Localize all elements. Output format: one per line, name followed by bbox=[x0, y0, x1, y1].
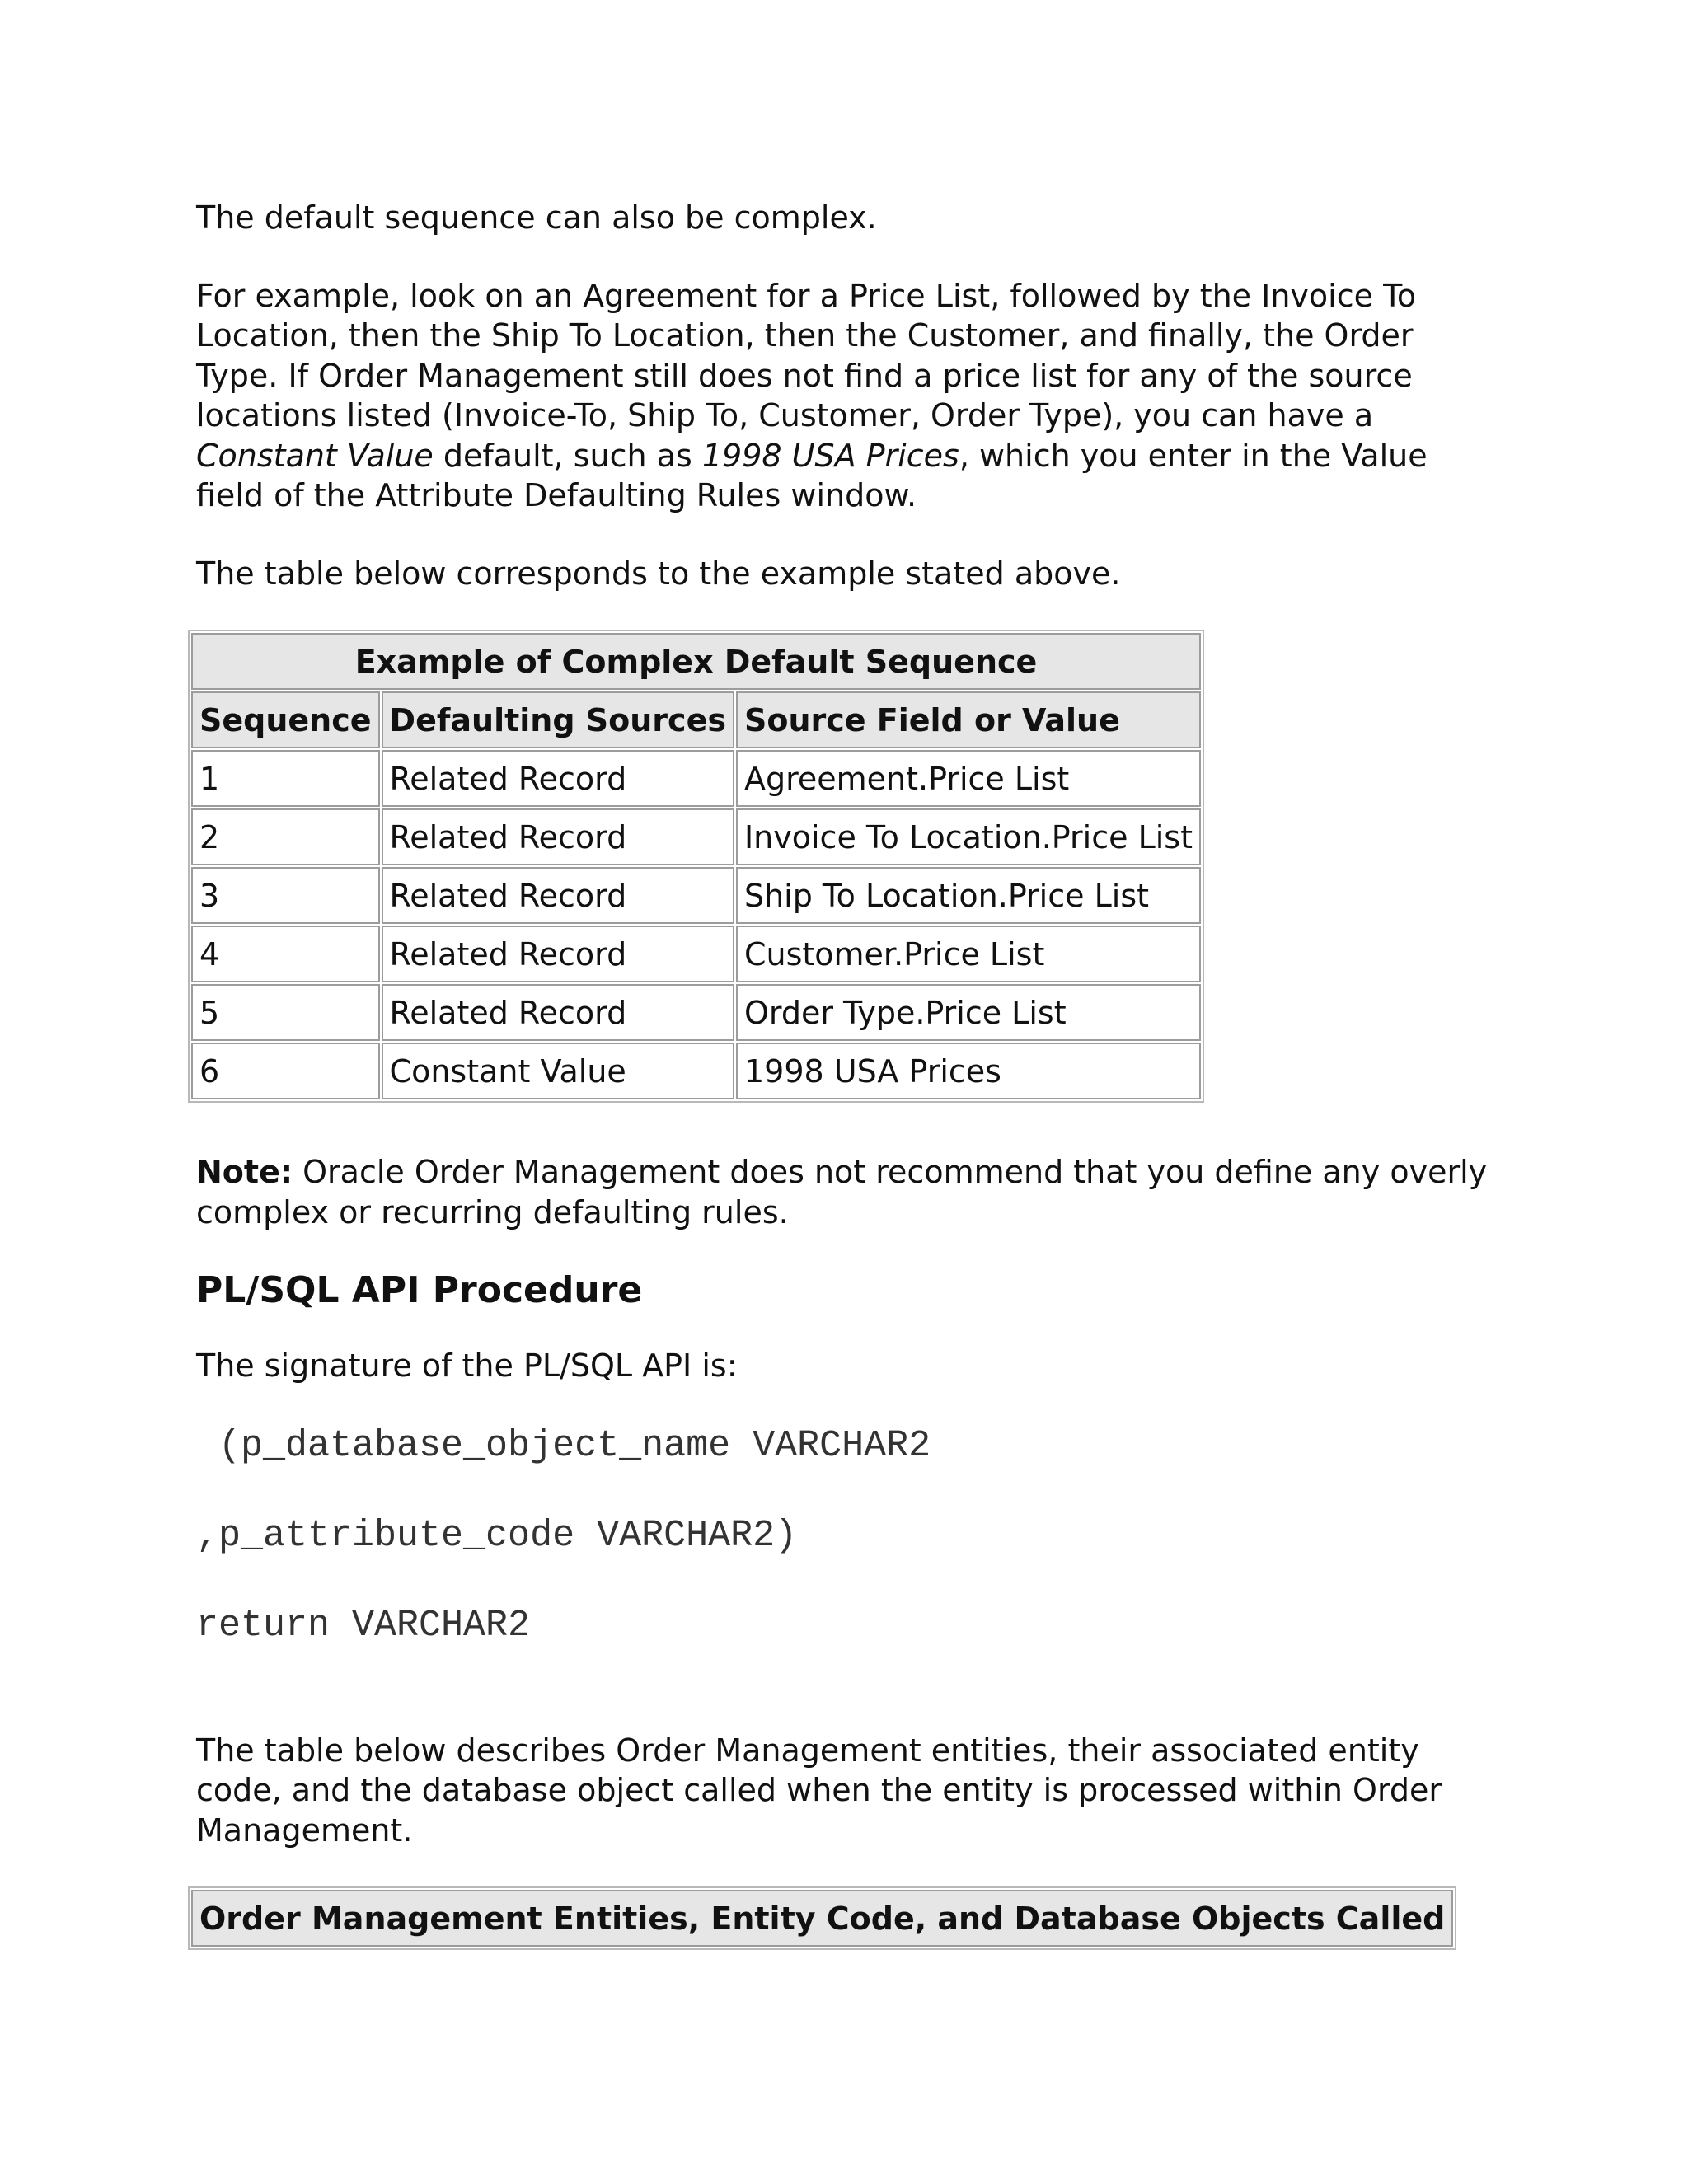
intro-p2-part1: For example, look on an Agreement for a Price List, followed by the Invoice To Location, then the Ship To Location, then the Customer, and finally, the Order Type. If Order Management still does not find a price list for any of the source locations listed (Invoice-To, Ship To, Customer, Order Type), you can have a bbox=[196, 277, 1417, 434]
cell-value: Customer.Price List bbox=[736, 926, 1201, 982]
cell-source: Related Record bbox=[382, 926, 734, 982]
code-line: return VARCHAR2 bbox=[196, 1604, 531, 1647]
cell-value: Order Type.Price List bbox=[736, 984, 1201, 1041]
intro-p2-part2: default, such as bbox=[433, 437, 702, 474]
table-row bbox=[191, 984, 1201, 1041]
constant-value-term: Constant Value bbox=[196, 437, 434, 474]
intro-p2-part3: , which you enter in the Value field of the Attribute Defaulting Rules window. bbox=[196, 437, 1428, 513]
cell-source: Related Record bbox=[382, 750, 734, 807]
note-label: Note: bbox=[196, 1154, 293, 1190]
document-page bbox=[196, 198, 1498, 1999]
cell-source: Related Record bbox=[382, 808, 734, 865]
complex-default-sequence-table bbox=[188, 630, 1204, 1103]
table-caption: Example of Complex Default Sequence bbox=[191, 633, 1201, 690]
cell-source: Related Record bbox=[382, 984, 734, 1041]
cell-sequence: 1 bbox=[191, 750, 380, 807]
table-row bbox=[191, 808, 1201, 865]
table-row bbox=[191, 1043, 1201, 1099]
code-line: ,p_attribute_code VARCHAR2) bbox=[196, 1514, 798, 1557]
cell-value: Agreement.Price List bbox=[736, 750, 1201, 807]
header-defaulting-sources: Defaulting Sources bbox=[382, 691, 734, 748]
table-row bbox=[191, 926, 1201, 982]
plsql-heading: PL/SQL API Procedure bbox=[196, 1269, 643, 1311]
intro-paragraph-1: The default sequence can also be complex. bbox=[196, 199, 877, 236]
plsql-signature-code bbox=[196, 1424, 1498, 1648]
entities-intro: The table below describes Order Management entities, their associated entity code, and the database object called when the entity is processed within Order Management. bbox=[196, 1732, 1442, 1849]
header-sequence: Sequence bbox=[191, 691, 380, 748]
cell-source: Constant Value bbox=[382, 1043, 734, 1099]
cell-sequence: 4 bbox=[191, 926, 380, 982]
plsql-intro: The signature of the PL/SQL API is: bbox=[196, 1347, 738, 1384]
note-text: Oracle Order Management does not recommend that you define any overly complex or recurring defaulting rules. bbox=[196, 1154, 1488, 1230]
code-line: (p_database_object_name VARCHAR2 bbox=[196, 1424, 931, 1467]
table-caption-row bbox=[191, 633, 1201, 690]
entities-table bbox=[188, 1886, 1456, 1950]
usa-prices-term: 1998 USA Prices bbox=[701, 437, 959, 474]
table-row bbox=[191, 750, 1201, 807]
note-paragraph bbox=[196, 1152, 1498, 1232]
cell-sequence: 3 bbox=[191, 867, 380, 924]
table-header-row bbox=[191, 691, 1201, 748]
header-source-field-or-value: Source Field or Value bbox=[736, 691, 1201, 748]
intro-paragraph-3: The table below corresponds to the example stated above. bbox=[196, 555, 1121, 592]
entities-table-caption: Order Management Entities, Entity Code, and Database Objects Called bbox=[191, 1890, 1453, 1947]
cell-value: 1998 USA Prices bbox=[736, 1043, 1201, 1099]
cell-sequence: 6 bbox=[191, 1043, 380, 1099]
cell-sequence: 5 bbox=[191, 984, 380, 1041]
intro-paragraph-2 bbox=[196, 276, 1498, 516]
table-caption-row bbox=[191, 1890, 1453, 1947]
cell-value: Invoice To Location.Price List bbox=[736, 808, 1201, 865]
cell-sequence: 2 bbox=[191, 808, 380, 865]
cell-source: Related Record bbox=[382, 867, 734, 924]
table-row bbox=[191, 867, 1201, 924]
cell-value: Ship To Location.Price List bbox=[736, 867, 1201, 924]
